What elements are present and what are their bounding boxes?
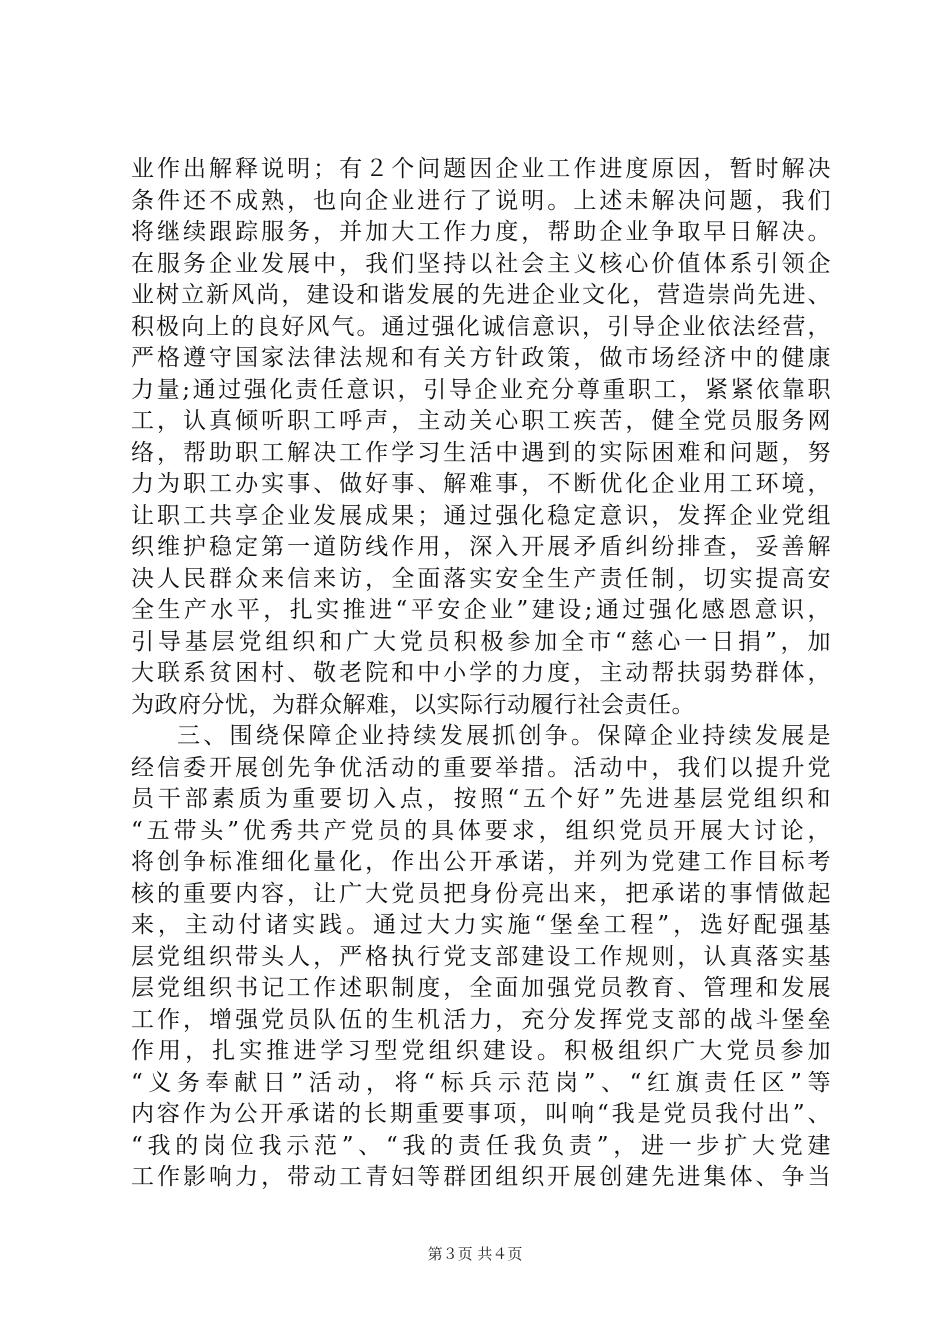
text-line: 决人民群众来信来访，全面落实安全生产责任制，切实提高安 [131, 565, 831, 592]
text-line: 来，主动付诸实践。通过大力实施“堡垒工程”，选好配强基 [131, 912, 831, 938]
text-line: 将继续跟踪服务，并加大工作力度，帮助企业争取早日解决。 [131, 219, 831, 245]
text-line: “义务奉献日”活动，将“标兵示范岗”、“红旗责任区”等 [131, 1069, 831, 1096]
text-line: 大联系贫困村、敬老院和中小学的力度，主动帮扶弱势群体， [131, 660, 831, 686]
text-line: 力量;通过强化责任意识，引导企业充分尊重职工，紧紧依靠职 [131, 376, 831, 403]
text-line: “我的岗位我示范”、“我的责任我负责”，进一步扩大党建 [131, 1132, 831, 1159]
text-line: 将创争标准细化量化，作出公开承诺，并列为党建工作目标考 [131, 849, 831, 875]
text-line: 引导基层党组织和广大党员积极参加全市“慈心一日捐”，加 [131, 628, 831, 655]
text-line: 让职工共享企业发展成果；通过强化稳定意识，发挥企业党组 [131, 502, 831, 529]
text-line: 全生产水平，扎实推进“平安企业”建设;通过强化感恩意识， [131, 597, 831, 623]
section-heading-line: 三、围绕保障企业持续发展抓创争。保障企业持续发展是 [177, 723, 831, 749]
text-line: 内容作为公开承诺的长期重要事项，叫响“我是党员我付出”、 [131, 1101, 831, 1127]
paragraph-end-line: 为政府分忧，为群众解难，以实际行动履行社会责任。 [131, 691, 695, 718]
text-line: “五带头”优秀共产党员的具体要求，组织党员开展大讨论， [131, 817, 831, 844]
page-number-footer: 第３页 共４页 [427, 1245, 523, 1263]
text-line: 核的重要内容，让广大党员把身份亮出来，把承诺的事情做起 [131, 880, 831, 907]
text-line: 织维护稳定第一道防线作用，深入开展矛盾纠纷排查，妥善解 [131, 534, 831, 560]
text-line: 工，认真倾听职工呼声，主动关心职工疾苦，健全党员服务网 [131, 408, 831, 434]
text-line: 在服务企业发展中，我们坚持以社会主义核心价值体系引领企 [131, 250, 831, 277]
text-line: 条件还不成熟，也向企业进行了说明。上述未解决问题，我们 [131, 187, 831, 214]
text-line: 严格遵守国家法律法规和有关方针政策，做市场经济中的健康 [131, 345, 831, 371]
text-line: 络，帮助职工解决工作学习生活中遇到的实际困难和问题，努 [131, 439, 831, 466]
text-line: 业树立新风尚，建设和谐发展的先进企业文化，营造崇尚先进、 [131, 282, 831, 308]
text-line: 层党组织书记工作述职制度，全面加强党员教育、管理和发展 [131, 975, 831, 1001]
text-line: 经信委开展创先争优活动的重要举措。活动中，我们以提升党 [131, 754, 831, 781]
text-line: 员干部素质为重要切入点，按照“五个好”先进基层党组织和 [131, 786, 831, 812]
text-line: 积极向上的良好风气。通过强化诚信意识，引导企业依法经营， [131, 313, 831, 340]
text-line: 工作，增强党员队伍的生机活力，充分发挥党支部的战斗堡垒 [131, 1006, 831, 1033]
text-line: 层党组织带头人，严格执行党支部建设工作规则，认真落实基 [131, 943, 831, 970]
text-line: 作用，扎实推进学习型党组织建设。积极组织广大党员参加 [131, 1038, 831, 1064]
text-line: 业作出解释说明；有２个问题因企业工作进度原因，暂时解决 [131, 156, 831, 182]
text-line: 工作影响力，带动工青妇等群团组织开展创建先进集体、争当 [131, 1164, 831, 1190]
document-body [131, 154, 831, 1194]
text-line: 力为职工办实事、做好事、解难事，不断优化企业用工环境， [131, 471, 831, 497]
